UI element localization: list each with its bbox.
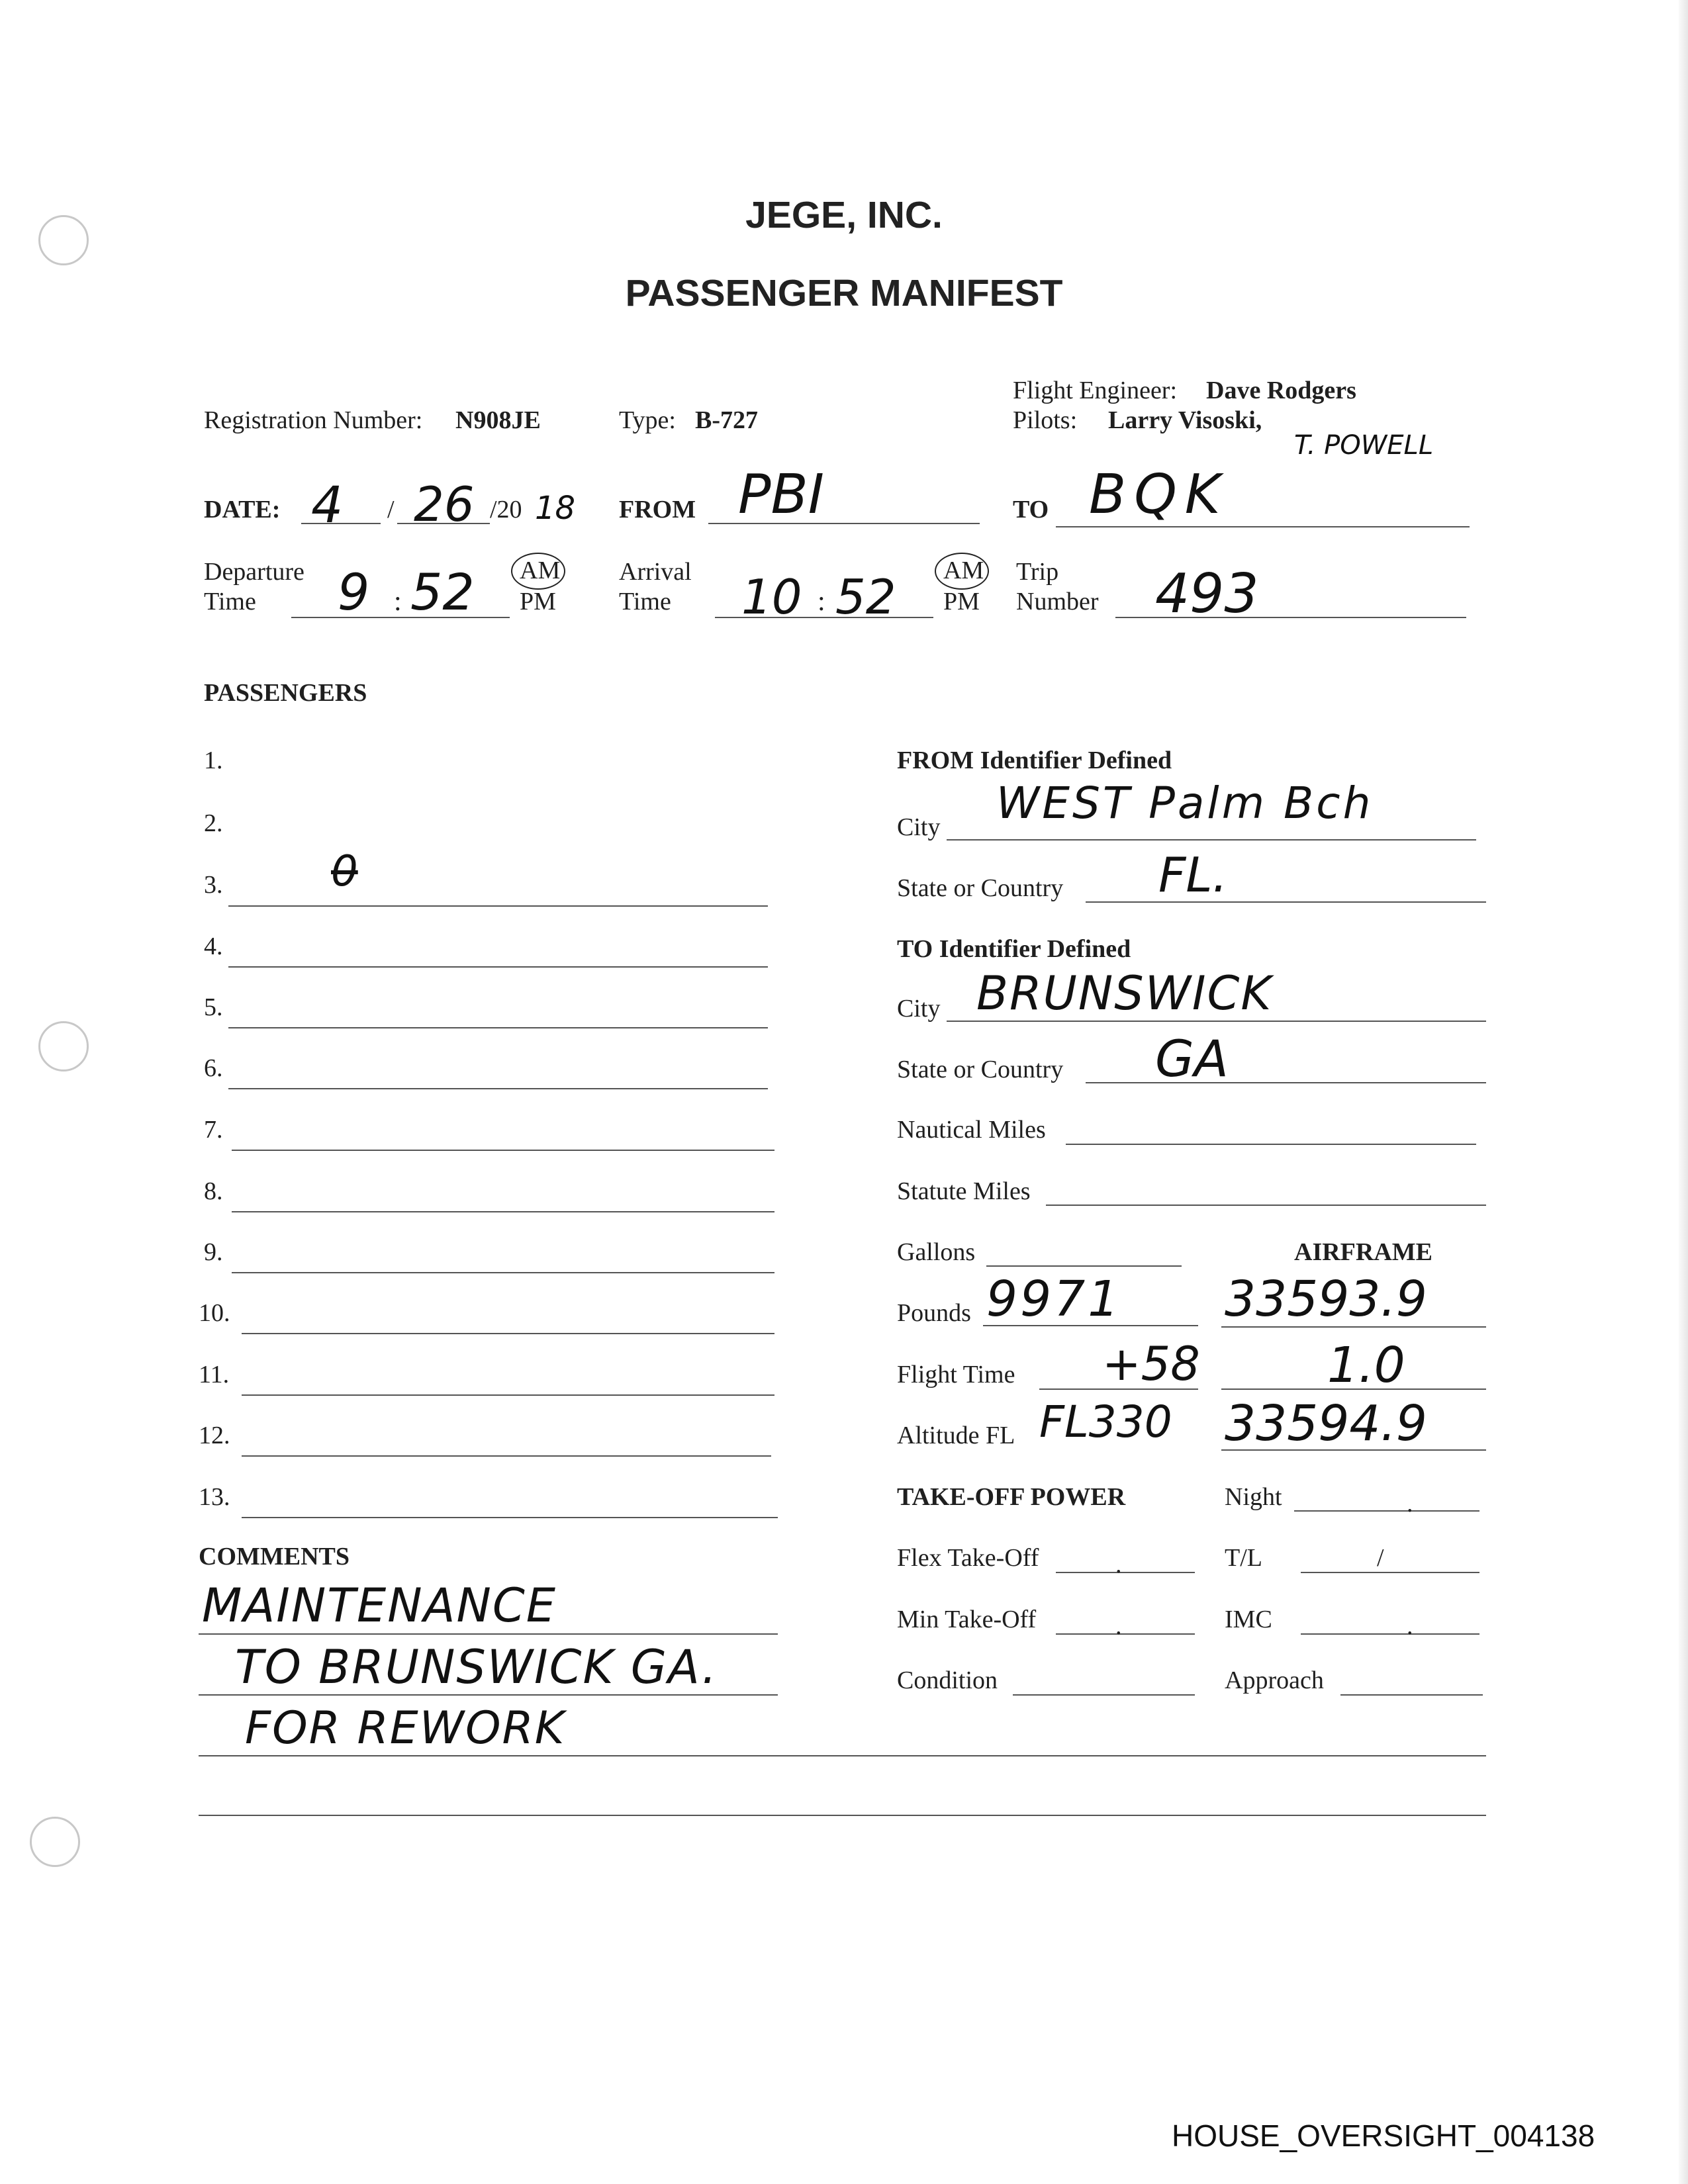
pounds-line	[983, 1325, 1198, 1326]
comment-rule-1	[199, 1633, 778, 1635]
passenger-line	[242, 1394, 774, 1396]
comment-rule-4	[199, 1815, 1486, 1816]
imc-decimal: .	[1407, 1612, 1413, 1640]
tl-separator: /	[1377, 1544, 1384, 1572]
flight-time-label: Flight Time	[897, 1361, 1015, 1388]
airframe-value-1: 33593.9	[1225, 1271, 1428, 1328]
date-day-line	[397, 523, 490, 524]
passenger-num: 13.	[199, 1483, 230, 1511]
airframe-line-3	[1221, 1449, 1486, 1451]
to-value: BQK	[1089, 463, 1229, 526]
airframe-value-2: 1.0	[1327, 1337, 1405, 1394]
tl-label: T/L	[1225, 1544, 1262, 1572]
passenger-line	[228, 905, 768, 907]
altitude-label: Altitude FL	[897, 1422, 1015, 1449]
flex-takeoff-label: Flex Take-Off	[897, 1544, 1039, 1572]
to-line	[1056, 526, 1470, 527]
registration-value: N908JE	[455, 406, 541, 434]
flex-takeoff-line	[1056, 1572, 1195, 1573]
from-state-line	[1086, 901, 1486, 903]
comment-line-3: FOR REWORK	[245, 1702, 566, 1754]
pilots-handwritten: T. POWELL	[1294, 430, 1434, 461]
min-takeoff-line	[1056, 1633, 1195, 1635]
airframe-line-1	[1221, 1326, 1486, 1328]
trip-label-2: Number	[1016, 588, 1099, 615]
arrival-line	[715, 617, 933, 618]
passenger-name-3: 0	[331, 847, 358, 896]
to-city-line	[947, 1021, 1486, 1022]
date-month-line	[301, 523, 381, 524]
passenger-num: 3.	[204, 871, 223, 899]
trip-value: 493	[1155, 563, 1259, 625]
passenger-line	[228, 1088, 768, 1089]
arrival-label-2: Time	[619, 588, 671, 615]
trip-label-1: Trip	[1016, 558, 1059, 586]
arrival-pm: PM	[943, 588, 980, 615]
passenger-line	[228, 966, 768, 968]
gallons-line	[986, 1265, 1182, 1267]
nautical-miles-line	[1066, 1144, 1476, 1145]
min-takeoff-label: Min Take-Off	[897, 1606, 1037, 1633]
passenger-line	[228, 1027, 768, 1028]
passenger-line	[242, 1333, 774, 1334]
date-day: 26	[414, 477, 475, 532]
comment-line-1: MAINTENANCE	[202, 1578, 557, 1633]
passenger-line	[232, 1272, 774, 1273]
passenger-num: 10.	[199, 1299, 230, 1327]
departure-label-1: Departure	[204, 558, 305, 586]
night-decimal: .	[1407, 1490, 1413, 1518]
passenger-num: 8.	[204, 1177, 223, 1205]
date-year-prefix: /20	[490, 496, 522, 523]
imc-label: IMC	[1225, 1606, 1272, 1633]
arrival-am: AM	[943, 557, 984, 584]
date-slash: /	[387, 496, 395, 523]
tl-line	[1301, 1572, 1479, 1573]
trip-line	[1115, 617, 1466, 618]
date-label: DATE:	[204, 496, 281, 523]
departure-label-2: Time	[204, 588, 256, 615]
flight-time-line	[1039, 1388, 1198, 1390]
statute-miles-line	[1046, 1205, 1486, 1206]
to-city-value: BRUNSWICK	[976, 966, 1273, 1021]
nautical-miles-label: Nautical Miles	[897, 1116, 1046, 1144]
passenger-num: 5.	[204, 993, 223, 1021]
comment-rule-3	[199, 1755, 1486, 1756]
departure-pm: PM	[520, 588, 556, 615]
flight-engineer-value: Dave Rodgers	[1206, 377, 1356, 404]
departure-minute: 52	[410, 563, 475, 621]
condition-line	[1013, 1694, 1195, 1696]
document-title: PASSENGER MANIFEST	[625, 272, 1063, 314]
pilots-label: Pilots:	[1013, 406, 1078, 434]
passenger-num: 2.	[204, 809, 223, 837]
min-decimal: .	[1115, 1612, 1122, 1640]
passenger-line	[242, 1455, 771, 1457]
scan-edge	[1679, 0, 1688, 2184]
flex-decimal: .	[1115, 1551, 1122, 1578]
binder-hole-middle	[38, 1021, 89, 1071]
date-month: 4	[311, 475, 344, 534]
to-state-value: GA	[1155, 1029, 1229, 1088]
takeoff-power-heading: TAKE-OFF POWER	[897, 1483, 1126, 1511]
pounds-value: 9971	[986, 1271, 1122, 1328]
company-name: JEGE, INC.	[745, 194, 943, 236]
night-label: Night	[1225, 1483, 1282, 1511]
to-identifier-heading: TO Identifier Defined	[897, 935, 1131, 963]
passenger-num: 7.	[204, 1116, 223, 1144]
to-city-label: City	[897, 995, 941, 1023]
imc-line	[1301, 1633, 1479, 1635]
from-state-label: State or Country	[897, 874, 1064, 902]
arrival-colon: :	[818, 586, 825, 617]
airframe-value-3: 33594.9	[1225, 1395, 1428, 1452]
from-identifier-heading: FROM Identifier Defined	[897, 747, 1172, 774]
passengers-heading: PASSENGERS	[204, 679, 367, 707]
gallons-label: Gallons	[897, 1238, 976, 1266]
pilots-value: Larry Visoski,	[1108, 406, 1262, 434]
passenger-num: 6.	[204, 1054, 223, 1082]
comment-rule-2	[199, 1694, 778, 1696]
from-label: FROM	[619, 496, 696, 523]
from-state-value: FL.	[1158, 847, 1228, 903]
passenger-num: 12.	[199, 1422, 230, 1449]
statute-miles-label: Statute Miles	[897, 1177, 1031, 1205]
arrival-hour: 10	[741, 569, 802, 625]
passenger-line	[232, 1211, 774, 1212]
from-city-label: City	[897, 813, 941, 841]
to-state-label: State or Country	[897, 1056, 1064, 1083]
approach-label: Approach	[1225, 1666, 1324, 1694]
bates-number: HOUSE_OVERSIGHT_004138	[1172, 2118, 1595, 2153]
binder-hole-bottom	[30, 1817, 80, 1867]
registration-label: Registration Number:	[204, 406, 423, 434]
departure-colon: :	[394, 586, 402, 617]
pounds-label: Pounds	[897, 1299, 971, 1327]
comment-line-2: TO BRUNSWICK GA.	[235, 1640, 718, 1694]
to-label: TO	[1013, 496, 1049, 523]
from-city-value: WEST Palm Bch	[996, 778, 1374, 829]
altitude-value: FL330	[1039, 1396, 1172, 1447]
date-year-suffix: 18	[535, 490, 576, 527]
passenger-line	[242, 1517, 778, 1518]
departure-line	[291, 617, 510, 618]
departure-am: AM	[520, 557, 561, 584]
airframe-heading: AIRFRAME	[1294, 1238, 1432, 1266]
condition-label: Condition	[897, 1666, 998, 1694]
night-line	[1294, 1510, 1479, 1512]
passenger-line	[232, 1150, 774, 1151]
flight-time-value: +58	[1102, 1337, 1200, 1391]
passenger-num: 4.	[204, 933, 223, 960]
departure-hour: 9	[338, 563, 370, 621]
airframe-line-2	[1221, 1388, 1486, 1390]
approach-line	[1340, 1694, 1483, 1696]
passenger-num: 9.	[204, 1238, 223, 1266]
to-state-line	[1086, 1082, 1486, 1083]
from-value: PBI	[738, 463, 824, 526]
type-label: Type:	[619, 406, 676, 434]
from-line	[708, 523, 980, 524]
passenger-num: 11.	[199, 1361, 230, 1388]
passenger-num: 1.	[204, 747, 223, 774]
type-value: B-727	[695, 406, 758, 434]
arrival-minute: 52	[835, 569, 896, 625]
arrival-label-1: Arrival	[619, 558, 692, 586]
comments-heading: COMMENTS	[199, 1543, 350, 1570]
flight-engineer-label: Flight Engineer:	[1013, 377, 1178, 404]
from-city-line	[947, 839, 1476, 841]
